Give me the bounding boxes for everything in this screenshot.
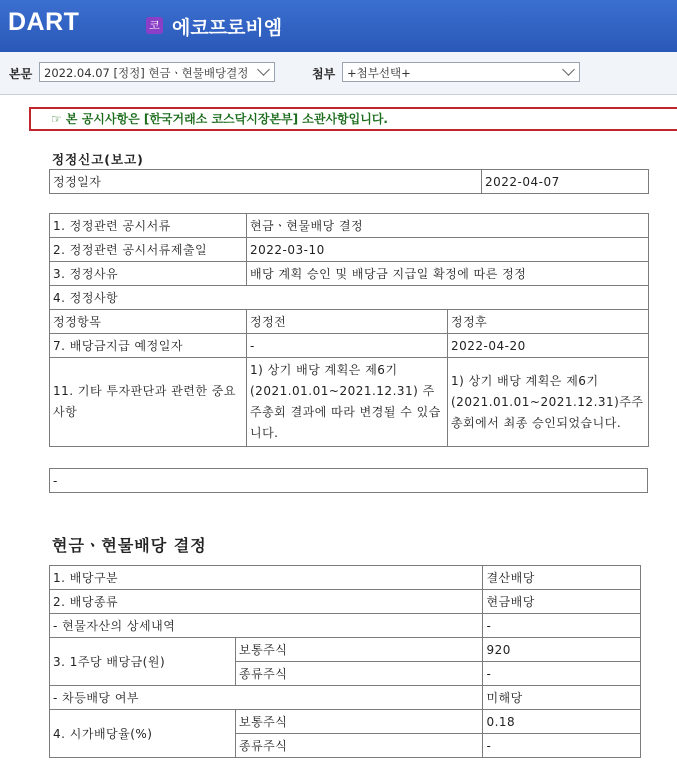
item-after: 2022-04-20 [448,334,649,358]
document-body [0,95,677,764]
document-toolbar [0,52,677,95]
row-value: 현금배당 [483,590,641,614]
correction-title: 정정신고(보고) [52,152,144,167]
sub-label: 보통주식 [236,638,483,662]
column-header: 정정전 [247,310,448,334]
sub-label: 종류주식 [236,662,483,686]
attachment-label: 첨부 [312,67,336,81]
row-label: - 차등배당 여부 [50,686,483,710]
row-label: 2. 배당종류 [50,590,483,614]
dart-logo[interactable]: DART [8,8,80,36]
row-value: 결산배당 [483,566,641,590]
dividend-table [49,565,641,758]
attachment-select-value: +첨부선택+ [347,66,411,80]
row-value: 0.18 [483,710,641,734]
jurisdiction-notice: ☞ 본 공시사항은 [한국거래소 코스닥시장본부] 소관사항입니다. [29,107,677,131]
row-label: 3. 정정사유 [50,262,247,286]
correction-details-table [49,213,649,447]
column-header: 정정항목 [50,310,247,334]
sub-label: 보통주식 [236,710,483,734]
correction-date-table [49,169,649,194]
chevron-down-icon [257,63,270,76]
dividend-title: 현금ㆍ현물배당 결정 [52,536,207,555]
corp-type-badge: 코 [146,17,163,34]
sub-label: 종류주식 [236,734,483,758]
correction-date-value: 2022-04-07 [482,170,649,194]
column-header: 정정후 [448,310,649,334]
row-value: 배당 계획 승인 및 배당금 지급일 확정에 따른 정정 [247,262,649,286]
row-label: 1. 정정관련 공시서류 [50,214,247,238]
correction-note-table [49,468,648,493]
main-doc-label: 본문 [9,67,33,81]
item-after: 1) 상기 배당 계획은 제6기(2021.01.01~2021.12.31)주주총회에서 최종 승인되었습니다. [448,358,649,447]
chevron-down-icon [562,63,575,76]
row-label: 1. 배당구분 [50,566,483,590]
main-doc-select-value: 2022.04.07 [정정] 현금ㆍ현물배당결정 [44,66,249,80]
correction-note: - [50,469,648,493]
company-name: 에코프로비엠 [172,17,283,39]
row-value: 920 [483,638,641,662]
section-label: 4. 정정사항 [50,286,649,310]
item-name: 7. 배당금지급 예정일자 [50,334,247,358]
item-name: 11. 기타 투자판단과 관련한 중요사항 [50,358,247,447]
row-label: 2. 정정관련 공시서류제출일 [50,238,247,262]
row-value: 미해당 [483,686,641,710]
item-before: - [247,334,448,358]
row-label: - 현물자산의 상세내역 [50,614,483,638]
row-value: - [483,614,641,638]
row-value: - [483,662,641,686]
main-doc-select[interactable] [39,62,275,82]
row-label: 4. 시가배당율(%) [50,710,236,758]
attachment-select[interactable] [342,62,580,82]
row-value: 2022-03-10 [247,238,649,262]
correction-date-label: 정정일자 [50,170,482,194]
row-label: 3. 1주당 배당금(원) [50,638,236,686]
item-before: 1) 상기 배당 계획은 제6기(2021.01.01~2021.12.31) 주주총회 결과에 따라 변경될 수 있습니다. [247,358,448,447]
row-value: - [483,734,641,758]
top-bar [0,0,677,52]
row-value: 현금ㆍ현물배당 결정 [247,214,649,238]
